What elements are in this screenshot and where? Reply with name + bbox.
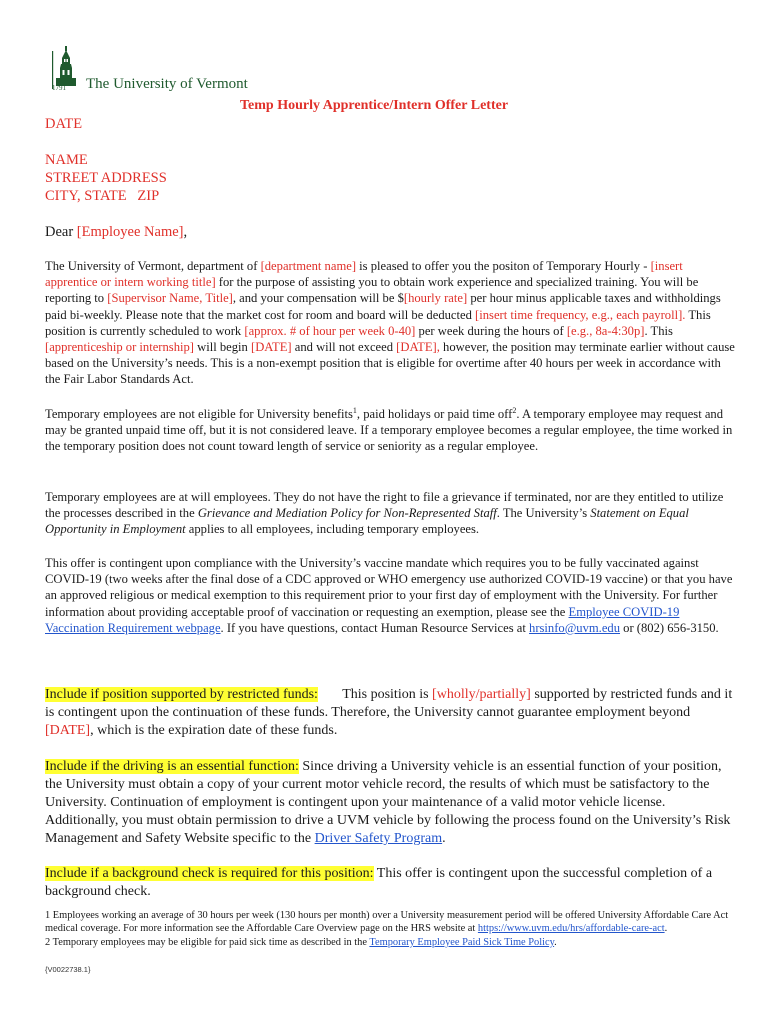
- vaccine-paragraph: [45, 555, 735, 636]
- footnote-1: [45, 909, 735, 936]
- recipient-street: STREET ADDRESS: [45, 170, 167, 186]
- footnote-ref-2: 2: [512, 405, 517, 415]
- offer-paragraph: [45, 258, 735, 388]
- text: will begin: [193, 340, 252, 355]
- text: is pleased to offer you the positon of Temporary Hourly -: [356, 259, 651, 273]
- text: This position is currently scheduled to work: [45, 307, 711, 338]
- benefits-paragraph: [45, 406, 735, 455]
- text: This offer is contingent upon compliance with the University’s vaccine mandate which requires you to be fully vaccinated against COVID-19 (two weeks after the final dose of a CDC approved or WHO emergency use authorized COVID-19 vaccine) or that you have an approved religious or medical exemption to this requirement prior to your first day of employment with the University. For further information about providing acceptable proof of vaccination or requesting an exemption, please see the: [45, 556, 733, 619]
- covid-vaccination-link[interactable]: Employee COVID-19 Vaccination Requirement webpage: [45, 604, 680, 635]
- grievance-policy-title: Grievance and Mediation Policy for Non-Represented Staff: [197, 506, 497, 521]
- funding-share-field: [wholly/partially]: [432, 687, 531, 702]
- aca-link[interactable]: https://www.uvm.edu/hrs/affordable-care-act: [477, 923, 665, 935]
- text: however, the position may terminate earlier without cause based on the University’s needs. This is a non-exempt position that is eligible for overtime after 40 hours per week in accordance with the Fair Labor Standards Act.: [45, 340, 735, 387]
- expiration-date-field: [DATE]: [45, 723, 91, 738]
- document-title: Temp Hourly Apprentice/Intern Offer Letter: [240, 98, 509, 113]
- salutation-suffix: ,: [183, 224, 188, 240]
- at-will-paragraph: [45, 489, 735, 538]
- restricted-funds-highlight: Include if position supported by restricted funds:: [45, 687, 318, 702]
- start-date-field: [DATE]: [251, 340, 292, 355]
- salutation-prefix: Dear: [45, 224, 77, 240]
- background-check-paragraph: [45, 865, 735, 901]
- text: .: [554, 936, 557, 948]
- eeo-statement-title: Statement on Equal Opportunity in Employment: [45, 506, 689, 537]
- text: This offer is contingent upon the successful completion of a background check.: [45, 866, 713, 899]
- work-hours-field: [e.g., 8a-4:30p]: [566, 323, 645, 338]
- end-date-field: [DATE],: [396, 340, 440, 355]
- logo-year: 1791: [52, 84, 66, 92]
- text: .: [442, 831, 446, 846]
- text: Since driving a University vehicle is an essential function of your position, the University must obtain a copy of your current motor vehicle record, the results of which must be satisfactory to the University. Continuation of employment is contingent upon your maintenance of a valid motor vehicle license. Additionally, you must obtain permission to drive a UVM vehicle by following the process found on the University’s Risk Management and Safety Website specific to the: [45, 759, 731, 846]
- text: . This: [644, 323, 673, 338]
- background-check-highlight: Include if a background check is required for this position:: [45, 866, 374, 881]
- driving-highlight: Include if the driving is an essential function:: [45, 759, 299, 774]
- text: for the purpose of assisting you to obtain work experience and specialized training. You will be reporting to: [45, 275, 699, 306]
- supervisor-field: [Supervisor Name, Title]: [107, 291, 233, 306]
- document-code: {V0022738.1}: [45, 965, 91, 974]
- text: Temporary employees are at will employees. They do not have the right to file a grievance if terminated, nor are they entitled to utilize the processes described in the: [45, 490, 724, 521]
- text: This position is: [317, 687, 433, 702]
- working-title-field: [insert apprentice or intern working title]: [45, 259, 683, 290]
- employee-name-field: [Employee Name]: [76, 224, 184, 240]
- hourly-rate-field: [hourly rate]: [403, 291, 468, 306]
- text: per week during the hours of: [415, 323, 567, 338]
- text: Temporary employees are not eligible for University benefits: [45, 407, 353, 421]
- text: applies to all employees, including temporary employees.: [185, 522, 480, 537]
- text: , paid holidays or paid time off: [356, 407, 513, 421]
- text: supported by restricted funds and it is contingent upon the continuation of these funds. Therefore, the University cannot guarantee employment beyond: [45, 687, 733, 720]
- text: The University of Vermont, department of: [45, 259, 261, 273]
- text: 1 Employees working an average of 30 hours per week (130 hours per month) over a University measurement period will be offered University Affordable Care Act medical coverage. For more information see the Affordable Care Overview page on the HRS website at: [45, 910, 729, 935]
- text: .: [664, 923, 668, 935]
- text: and will not exceed: [291, 340, 397, 355]
- text: . If you have questions, contact Human Resource Services at: [220, 620, 530, 635]
- text: . A temporary employee may request and may be granted unpaid time off, but it is not considered leave. If a temporary employee becomes a regular employee, the time worked in the temporary position does not count toward length of service or seniority as a regular employee.: [45, 407, 733, 454]
- footnote-2: [45, 936, 735, 949]
- hours-per-week-field: [approx. # of hour per week 0-40]: [244, 323, 416, 338]
- recipient-city: CITY, STATE ZIP: [45, 188, 160, 204]
- recipient-address: [45, 151, 735, 205]
- position-type-field: [apprenticeship or internship]: [45, 340, 194, 355]
- salutation: [45, 223, 735, 241]
- hrs-email-link[interactable]: hrsinfo@uvm.edu: [529, 620, 621, 635]
- restricted-funds-paragraph: [45, 686, 735, 740]
- time-frequency-field: [insert time frequency, e.g., each payroll].: [475, 307, 686, 322]
- driving-paragraph: [45, 758, 735, 848]
- sick-time-policy-link[interactable]: Temporary Employee Paid Sick Time Policy: [369, 936, 555, 948]
- date-line: DATE: [45, 116, 83, 132]
- text: or (802) 656-3150.: [620, 620, 719, 635]
- footnotes: [45, 909, 735, 949]
- text: 2 Temporary employees may be eligible for paid sick time as described in the: [45, 936, 370, 948]
- driver-safety-link[interactable]: Driver Safety Program: [314, 831, 443, 846]
- recipient-name: NAME: [45, 152, 88, 168]
- university-name: The University of Vermont: [86, 76, 248, 92]
- text: , and your compensation will be $: [232, 291, 404, 306]
- text: . The University’s: [496, 506, 591, 521]
- department-field: [department name]: [260, 259, 357, 273]
- footnote-ref-1: 1: [352, 405, 357, 415]
- text: , which is the expiration date of these funds.: [90, 723, 338, 738]
- uvm-logo: [52, 46, 248, 96]
- text: per hour minus applicable taxes and withholdings paid bi-weekly. Please note that the market cost for room and board will be deducted: [45, 291, 721, 322]
